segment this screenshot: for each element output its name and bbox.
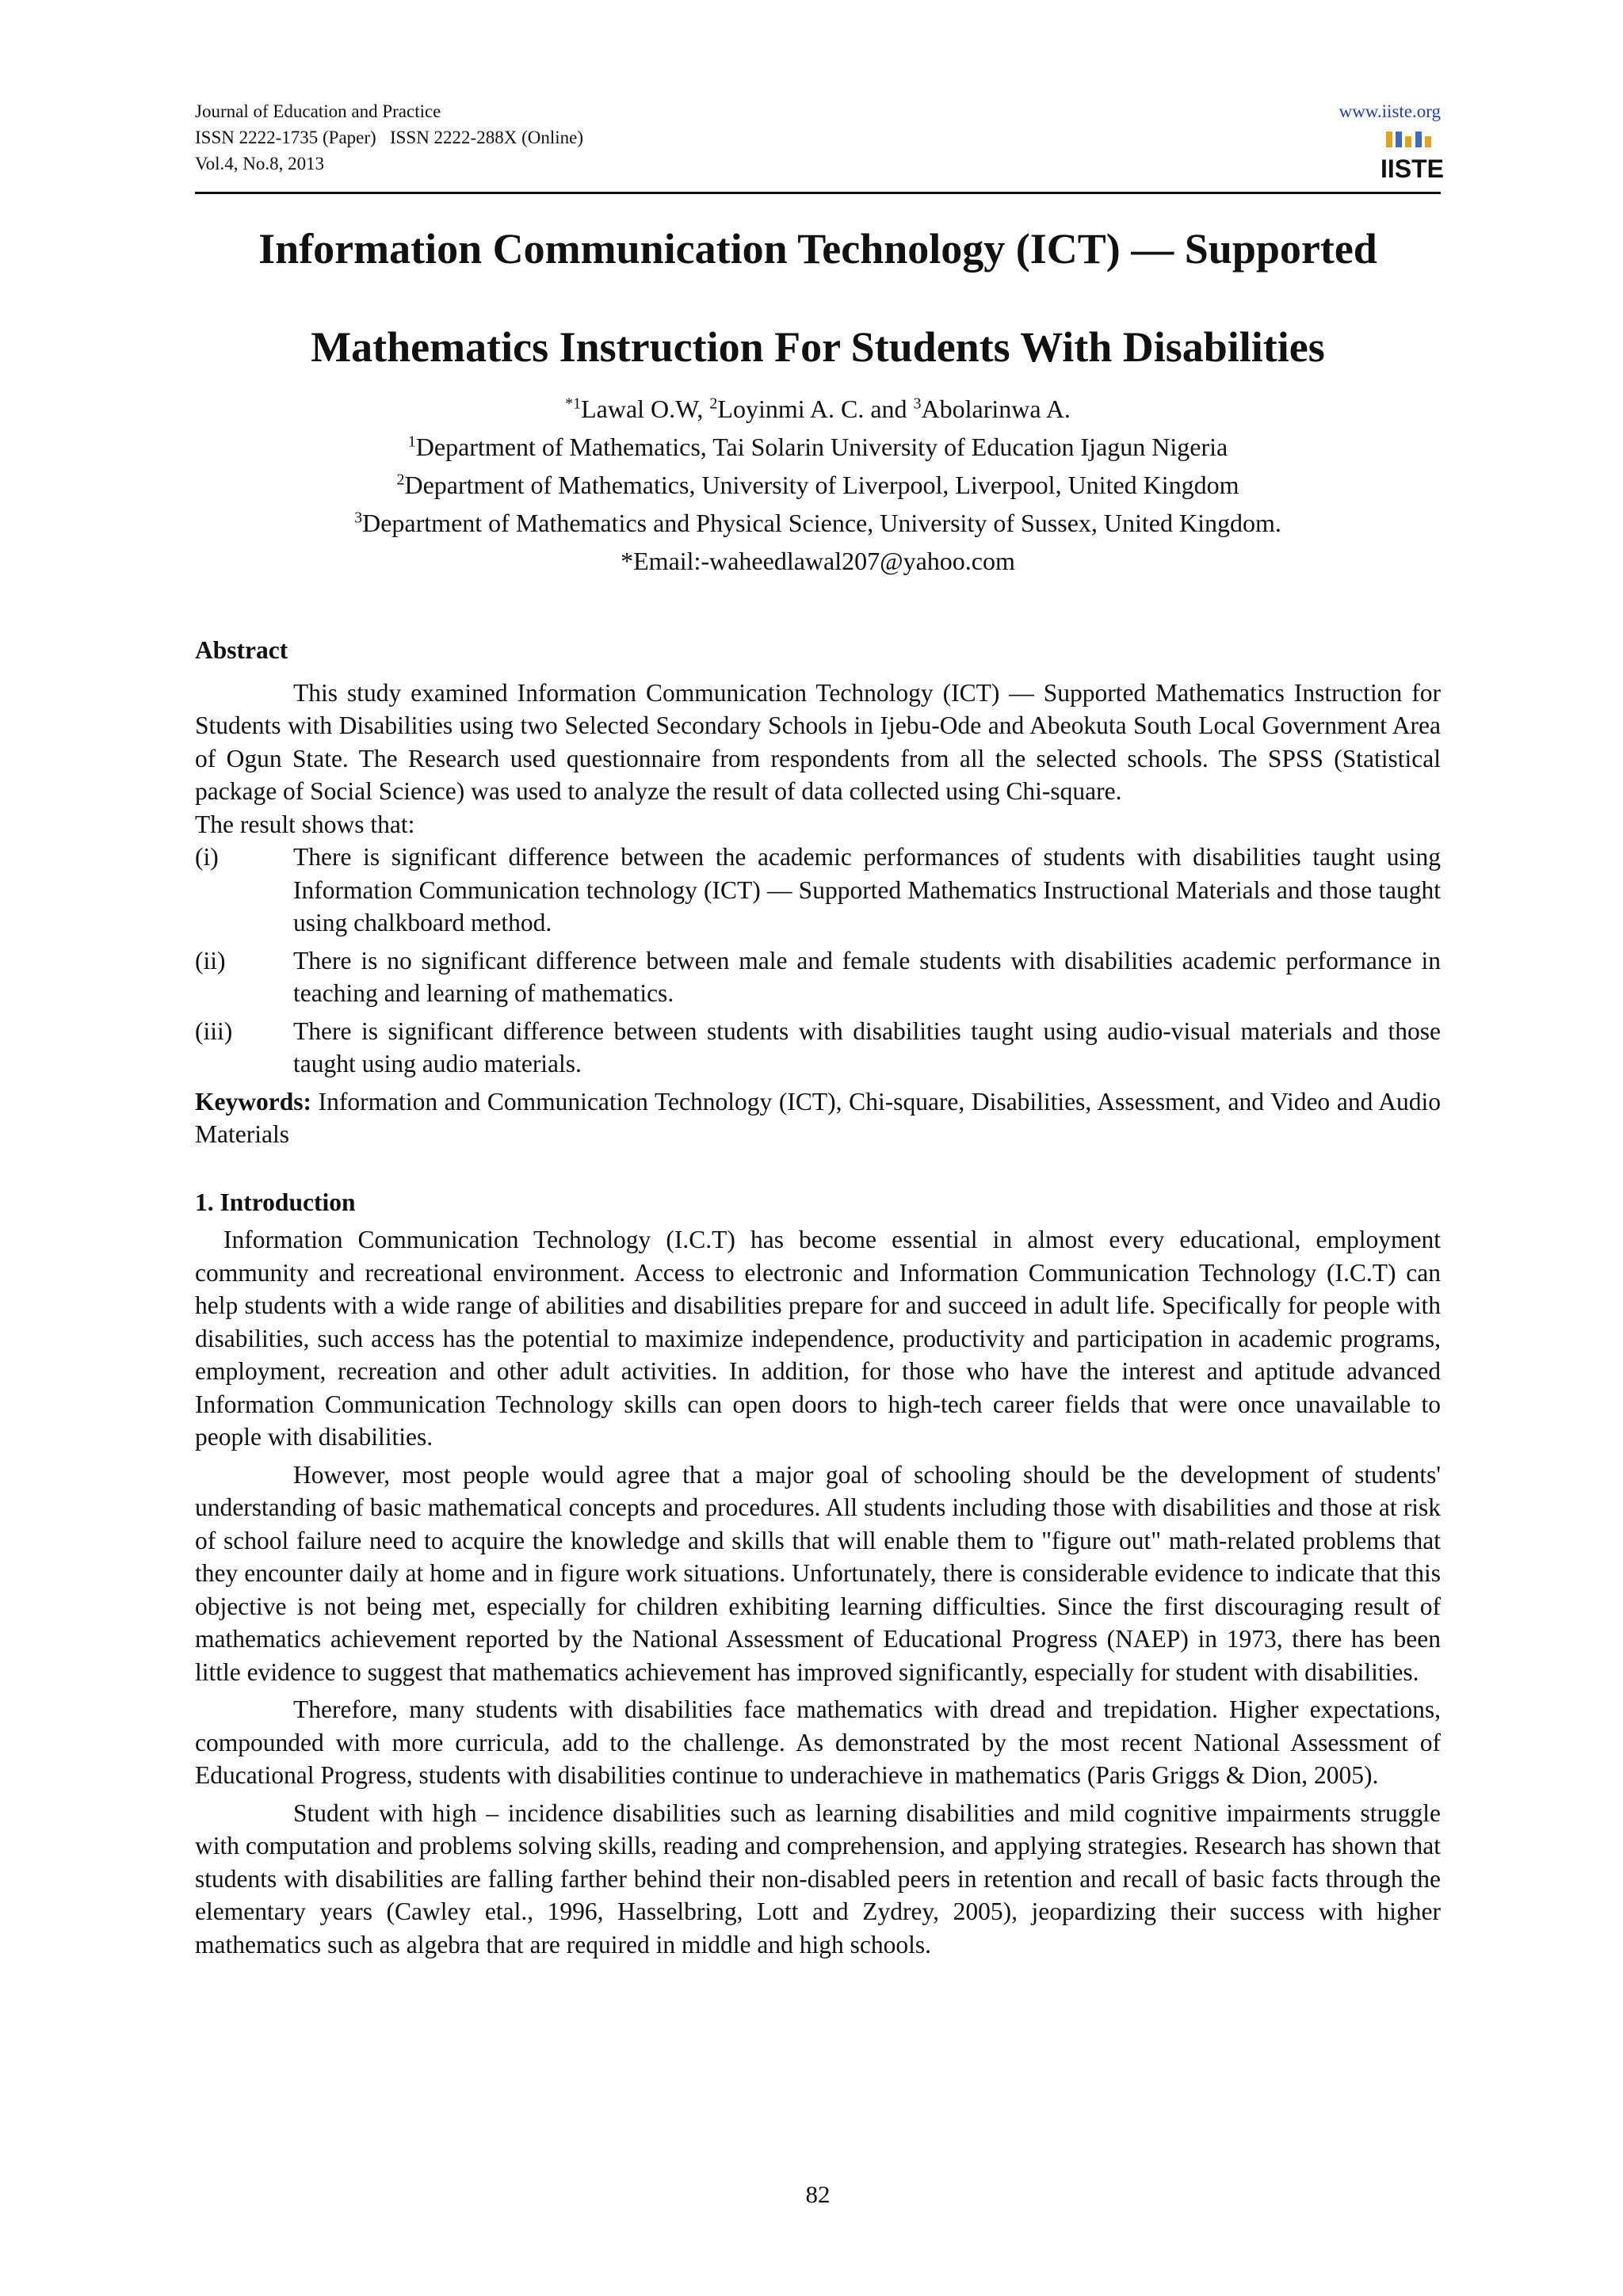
result-text: There is significant difference between the academic performances of students with disabilities taught using Information Communication technology (ICT) — Supported Mathematics Instructional Materials and those taught using chalkboard method. bbox=[293, 843, 1441, 936]
keywords-text: Information and Communication Technology (ICT), Chi-square, Disabilities, Assessment, and Video and Audio Materials bbox=[195, 1087, 1442, 1148]
author-1-mark: *1 bbox=[565, 395, 582, 413]
affiliation-1 bbox=[195, 431, 1441, 463]
affiliation-3-mark: 3 bbox=[354, 509, 363, 527]
author-email: *Email:-waheedlawal207@yahoo.com bbox=[621, 547, 1015, 575]
journal-name: Journal of Education and Practice bbox=[195, 101, 441, 121]
author-2: Loyinmi A. C. and bbox=[717, 395, 914, 423]
result-item-3 bbox=[195, 1015, 1441, 1081]
result-text: There is significant difference between students with disabilities taught using audio-visual materials and those taught using audio materials. bbox=[293, 1016, 1441, 1077]
journal-header bbox=[195, 98, 1445, 192]
iiste-logo bbox=[1380, 128, 1445, 183]
intro-paragraph-2: However, most people would agree that a major goal of schooling should be the development of students' understanding of basic mathematical concepts and procedures. All students including those with disabilities and those at risk of school failure need to acquire the knowledge and skills that will enable them to "figure out" math-related problems that they encounter daily at home and in figure work situations. Unfortunately, there is considerable evidence to indicate that this objective is not being met, especially for children exhibiting learning difficulties. Since the first discouraging result of mathematics achievement reported by the National Assessment of Educational Progress (NAEP) in 1973, there has been little evidence to suggest that mathematics achievement has improved significantly, especially for student with disabilities. bbox=[195, 1460, 1441, 1686]
result-intro: The result shows that: bbox=[195, 810, 415, 838]
journal-url-link[interactable]: www.iiste.org bbox=[1338, 101, 1441, 121]
result-item-1 bbox=[195, 841, 1441, 940]
result-item-2 bbox=[195, 944, 1441, 1010]
paper-title-line-2: Mathematics Instruction For Students With Disabilities bbox=[311, 323, 1325, 371]
affiliation-2-text: Department of Mathematics, University of Liverpool, Liverpool, United Kingdom bbox=[404, 471, 1239, 499]
author-3: Abolarinwa A. bbox=[921, 395, 1071, 423]
intro-paragraph-3: Therefore, many students with disabilities face mathematics with dread and trepidation. Higher expectations, compounded with more curricula, add to the challenge. As demonstrated by the most recent National Assessment of Educational Progress, students with disabilities continue to underachieve in mathematics (Paris Griggs & Dion, 2005). bbox=[195, 1695, 1441, 1789]
paper-title-line-1: Information Communication Technology (ICT) — Supported bbox=[258, 225, 1377, 273]
journal-volume: Vol.4, No.8, 2013 bbox=[195, 154, 325, 174]
page-number: 82 bbox=[805, 2180, 831, 2208]
author-3-mark: 3 bbox=[913, 395, 922, 413]
author-1: Lawal O.W, bbox=[581, 395, 710, 423]
affiliation-3 bbox=[195, 507, 1441, 539]
intro-paragraph-1: Information Communication Technology (I.C.T) has become essential in almost every educational, employment community and recreational environment. Access to electronic and Information Communication Technology (I.C.T) can help students with a wide range of abilities and disabilities prepare for and succeed in adult life. Specifically for people with disabilities, such access has the potential to maximize independence, productivity and participation in academic programs, employment, recreation and other adult activities. In addition, for those who have the interest and aptitude advanced Information Communication Technology skills can open doors to high-tech career fields that were once unavailable to people with disabilities. bbox=[195, 1226, 1441, 1451]
journal-issn: ISSN 2222-1735 (Paper) ISSN 2222-288X (Online) bbox=[195, 128, 583, 147]
affiliation-1-text: Department of Mathematics, Tai Solarin University of Education Ijagun Nigeria bbox=[415, 433, 1228, 461]
paper-body bbox=[195, 634, 1441, 1961]
affiliation-2-mark: 2 bbox=[396, 471, 405, 489]
page-header-area bbox=[195, 98, 1445, 192]
header-rule bbox=[195, 192, 1441, 194]
keywords bbox=[195, 1085, 1441, 1151]
affiliation-2 bbox=[195, 469, 1441, 501]
author-2-mark: 2 bbox=[709, 395, 718, 413]
logo-text: IISTE bbox=[1380, 154, 1445, 183]
intro-paragraph-4: Student with high – incidence disabilities such as learning disabilities and mild cognitive impairments struggle with computation and problems solving skills, reading and comprehension, and applying strategies. Research has shown that students with disabilities are falling farther behind their non-disabled peers in retention and recall of basic facts through the elementary years (Cawley etal., 1996, Hasselbring, Lott and Zydrey, 2005), jeopardizing their success with higher mathematics such as algebra that are required in middle and high schools. bbox=[195, 1798, 1441, 1958]
result-number: (ii) bbox=[195, 946, 226, 974]
introduction-heading: 1. Introduction bbox=[195, 1188, 356, 1216]
authors-line bbox=[195, 393, 1441, 425]
abstract-text: This study examined Information Communication Technology (ICT) — Supported Mathematics Instruction for Students with Disabilities using two Selected Secondary Schools in Ijebu-Ode and Abeokuta South Local Government Area of Ogun State. The Research used questionnaire from respondents from all the selected schools. The SPSS (Statistical package of Social Science) was used to analyze the result of data collected using Chi-square. bbox=[195, 678, 1441, 805]
keywords-label: Keywords: bbox=[195, 1087, 311, 1116]
result-number: (iii) bbox=[195, 1016, 233, 1045]
result-text: There is no significant difference between male and female students with disabilities academic performance in teaching and learning of mathematics. bbox=[293, 946, 1441, 1007]
abstract-heading: Abstract bbox=[195, 636, 288, 664]
affiliation-3-text: Department of Mathematics and Physical Science, University of Sussex, United Kingdom. bbox=[362, 509, 1281, 537]
result-number: (i) bbox=[195, 843, 219, 871]
affiliation-1-mark: 1 bbox=[407, 433, 416, 451]
